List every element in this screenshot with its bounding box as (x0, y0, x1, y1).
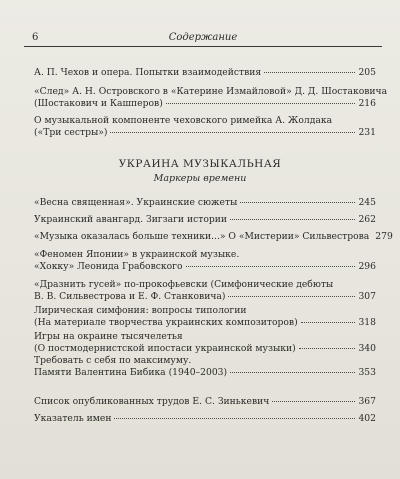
toc-entry (34, 305, 376, 329)
toc-entry (34, 67, 376, 79)
toc-entry-title: Список опубликованных трудов Е. С. Зинькевич (34, 396, 270, 407)
page-number: 6 (32, 32, 39, 43)
toc-entry-title: «Дразнить гусей» по-прокофьевски (Симфонические дебюты (34, 279, 334, 290)
dot-leader (110, 131, 355, 133)
toc-entry (34, 86, 388, 110)
dot-leader (166, 102, 356, 104)
toc-entry-title: А. П. Чехов и опера. Попытки взаимодействия (34, 67, 262, 78)
toc-page-number: 307 (358, 291, 376, 303)
toc-page-number: 296 (358, 261, 376, 273)
toc-page-number: 340 (358, 343, 376, 355)
toc-entry-title: «Музыка оказалась больше техники...» О «Мистерии» Сильвестрова (34, 231, 370, 242)
dot-leader (230, 371, 355, 373)
dot-leader (186, 265, 356, 267)
toc-entry (34, 413, 376, 425)
dot-leader (272, 400, 355, 402)
toc-entry-title-cont: Памяти Валентина Бибика (1940–2003) (34, 367, 228, 379)
dot-leader (228, 295, 355, 297)
header-rule (24, 46, 382, 47)
toc-entry-title-cont: (Шостакович и Кашперов) (34, 98, 163, 110)
toc-entry-title: Лирическая симфония: вопросы типологии (34, 305, 247, 316)
running-title: Содержание (168, 32, 238, 43)
toc-page-number: 231 (358, 127, 376, 139)
toc-entry-title-cont: (О постмодернистской ипостаси украинской музыки) (34, 343, 296, 355)
toc-page-number: 216 (358, 98, 376, 110)
toc-entry-title-cont: В. В. Сильвестрова и Е. Ф. Станковича) (34, 291, 226, 303)
toc-entry-title: Указатель имен (34, 413, 112, 424)
toc-entry (34, 396, 376, 408)
toc-entry (34, 231, 393, 243)
toc-entry (34, 214, 376, 226)
toc-entry-title: «След» А. Н. Островского в «Катерине Измайловой» Д. Д. Шостаковича (34, 86, 388, 97)
toc-page-number: 279 (375, 231, 393, 242)
toc-entry (34, 279, 376, 303)
toc-entry-title: «Феномен Японии» в украинской музыке. (34, 249, 240, 260)
section-subtitle: Маркеры времени (153, 173, 247, 184)
toc-page-number: 262 (358, 214, 376, 225)
toc-entry-title: О музыкальной компоненте чеховского римейка А. Жолдака (34, 115, 333, 126)
toc-entry-title-cont: (На материале творчества украинских композиторов) (34, 317, 298, 329)
section-title: УКРАИНА МУЗЫКАЛЬНАЯ (118, 158, 282, 170)
toc-entry (34, 115, 376, 139)
toc-entry (34, 249, 376, 273)
toc-page-number: 318 (358, 317, 376, 329)
dot-leader (301, 321, 356, 323)
toc-entry-title: Требовать с себя по максимуму. (34, 355, 192, 366)
toc-entry (34, 355, 376, 379)
dot-leader (240, 201, 355, 203)
toc-page-number: 245 (358, 197, 376, 208)
toc-entry (34, 197, 376, 209)
toc-entry-title: Украинский авангард. Зигзаги истории (34, 214, 227, 225)
toc-page-number: 205 (358, 67, 376, 78)
toc-page-number: 353 (358, 367, 376, 379)
dot-leader (264, 71, 355, 73)
toc-page-number: 367 (358, 396, 376, 407)
toc-entry-title-cont: («Три сестры») (34, 127, 108, 139)
toc-entry-title: Игры на окраине тысячелетья (34, 331, 183, 342)
dot-leader (114, 417, 355, 419)
toc-entry-title-cont: «Хокку» Леонида Грабовского (34, 261, 183, 273)
toc-entry-title: «Весна священная». Украинские сюжеты (34, 197, 238, 208)
toc-page-number: 402 (358, 413, 376, 424)
dot-leader (230, 218, 355, 220)
dot-leader (299, 347, 356, 349)
toc-entry (34, 331, 376, 355)
